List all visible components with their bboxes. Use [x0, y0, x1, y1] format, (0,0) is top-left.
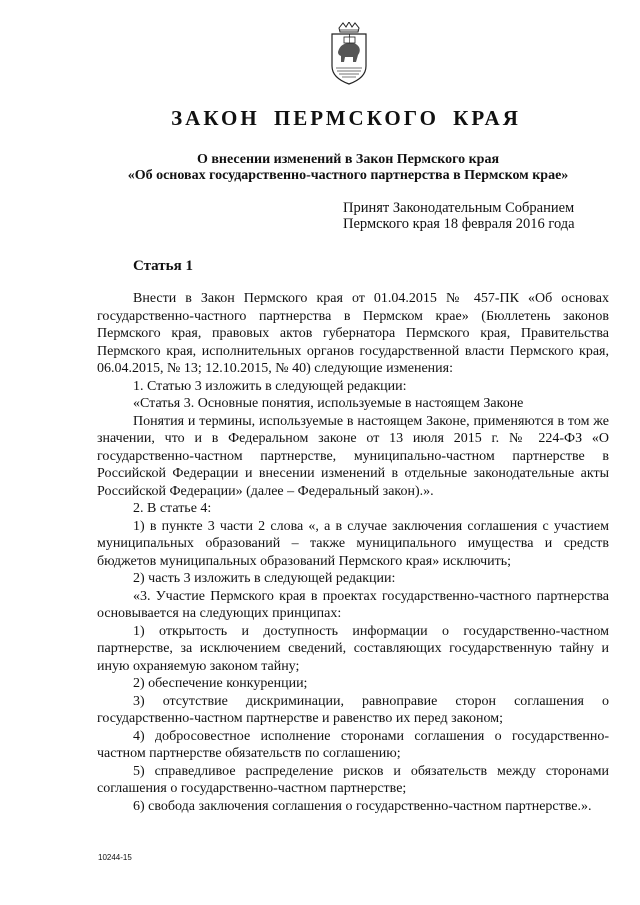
- perm-krai-coat-of-arms-icon: [326, 22, 372, 88]
- paragraph: 5) справедливое распределение рисков и обязательств между сторонами соглашения о государственно-частном партнерстве;: [97, 763, 609, 796]
- paragraph: 6) свобода заключения соглашения о государственно-частном партнерстве.».: [133, 798, 592, 814]
- adoption-line: Пермского края 18 февраля 2016 года: [343, 216, 575, 232]
- paragraph: 2) часть 3 изложить в следующей редакции:: [133, 571, 396, 586]
- paragraph: 1) открытость и доступность информации о государственно-частном партнерстве, за исключением сведений, составляющих государственную тайну и иную охраняемую законом тайну;: [97, 623, 609, 674]
- document-code: 10244-15: [98, 853, 132, 862]
- subtitle-line: О внесении изменений в Закон Пермского края: [196, 152, 500, 167]
- paragraph: 3) отсутствие дискриминации, равноправие сторон соглашения о государственно-частном партнерстве и равенство их перед законом;: [97, 693, 609, 726]
- adoption-line: Принят Законодательным Собранием: [343, 200, 575, 216]
- law-subtitle: [88, 152, 608, 184]
- adoption-note: [343, 200, 575, 232]
- paragraph: Понятия и термины, используемые в настоящем Законе, применяются в том же значении, что и в Федеральном законе от 13 июля 2015 г. № 224-ФЗ «О государственно-частном партнерстве, муниципально-частном партнерстве в Российской Федерации и внесении изменений в отдельные законодательные акты Российской Федерации» (далее – Федеральный закон).».: [97, 413, 609, 499]
- paragraph: 1. Статью 3 изложить в следующей редакции:: [133, 378, 407, 394]
- paragraph: 2. В статье 4:: [133, 501, 212, 516]
- article-heading: Статья 1: [133, 258, 193, 274]
- paragraph: 4) добросовестное исполнение сторонами соглашения о государственно-частном партнерстве обязательств по соглашению;: [97, 728, 609, 761]
- paragraph: 1) в пункте 3 части 2 слова «, а в случае заключения соглашения с участием муниципальных образований – также муниципального имущества и средств бюджетов муниципальных образований Пермского края» исключить;: [97, 518, 609, 569]
- article-body: [97, 290, 609, 815]
- paragraph: Внести в Закон Пермского края от 01.04.2015 № 457-ПК «Об основах государственно-частного партнерства в Пермском крае» (Бюллетень законов Пермского края, правовых актов губернатора Пермского края, Правительства Пермского края, исполнительных органов государственной власти Пермского края, 06.04.2015, № 13; 12.10.2015, № 40) следующие изменения:: [97, 291, 609, 376]
- subtitle-line: «Об основах государственно-частного партнерства в Пермском крае»: [127, 168, 569, 183]
- paragraph: «Статья 3. Основные понятия, используемые в настоящем Законе: [133, 396, 524, 411]
- law-title: ЗАКОН ПЕРМСКОГО КРАЯ: [171, 106, 521, 130]
- paragraph: 2) обеспечение конкуренции;: [133, 676, 308, 691]
- paragraph: «3. Участие Пермского края в проектах государственно-частного партнерства основывается на следующих принципах:: [97, 588, 609, 621]
